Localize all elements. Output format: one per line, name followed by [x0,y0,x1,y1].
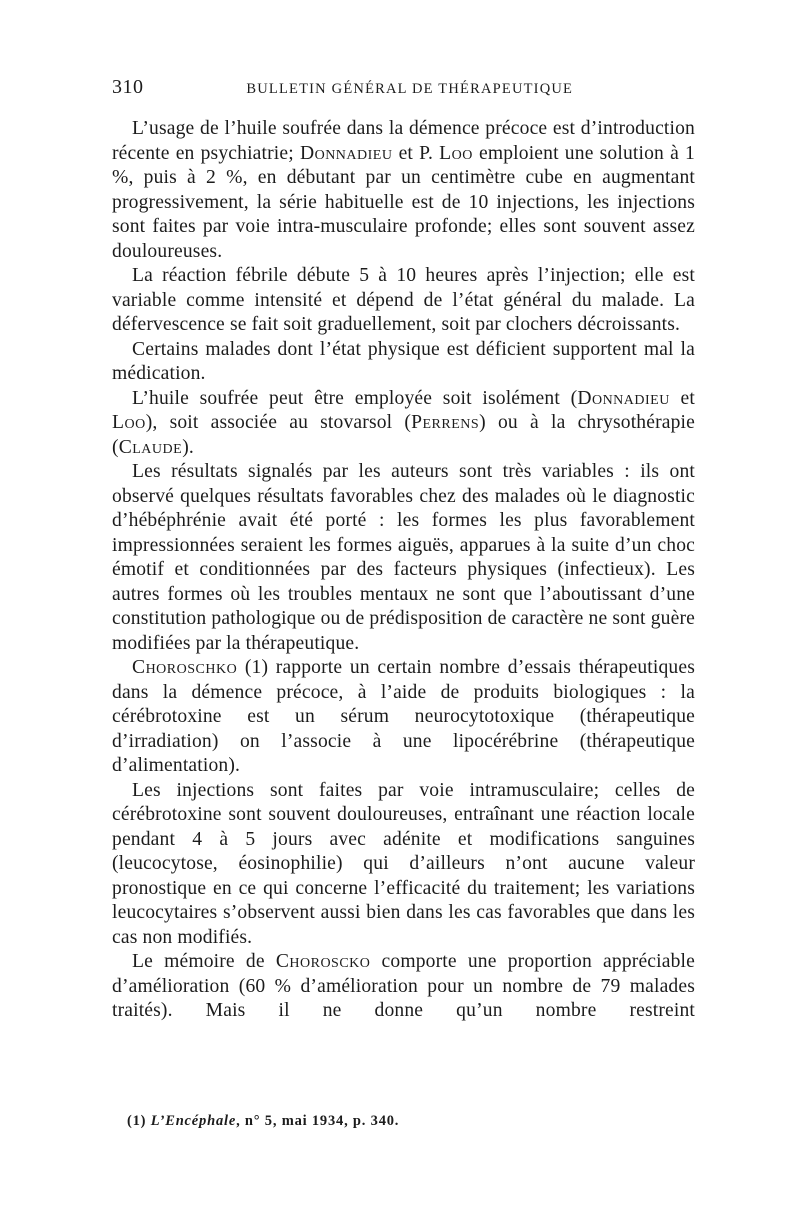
text-run: Le mémoire de [132,951,276,972]
text-run: (1) rapporte un certain nombre d’essais thérapeutiques dans la démence précoce, à l’aide de produits biologiques : la cérébrotoxine est un sérum neurocytotoxique (thérapeutique d’irradiation) on l’associe à une lipocérébrine (thérapeutique d’alimentation). [112,657,695,776]
paragraph-6 [112,656,695,779]
author-name: Chorosсko [275,951,371,972]
footnote-journal: L’Encéphale [150,1113,237,1129]
footnote-reference: , n° 5, mai 1934, p. 340. [236,1113,400,1129]
text-run: comporte une proportion appréciable d’amélioration (60 % d’amélioration pour un nombre de 79 malades traités). Mais il ne donne qu’un nombre restreint [112,951,695,1021]
paragraph-4 [112,387,695,461]
paragraph-8 [112,950,695,1024]
text-run: et [669,387,695,409]
paragraph-3: Certains malades dont l’état physique est déficient supportent mal la médication. [112,338,695,384]
author-name: Loo [439,142,473,164]
paragraph-1 [112,117,695,264]
text-run: ) ou à la chrysothérapie ( [112,412,695,458]
footnote [127,1113,687,1130]
author-name: Loo [112,412,146,433]
text-run: L’usage de l’huile soufrée dans la démence précoce est d’introduction récente en psychiatrie; [112,118,695,164]
author-name: Donnadieu [299,142,393,164]
text-run: emploient une solution à 1 %, puis à 2 %, en débutant par un centimètre cube en augmentant progressivement, la série habituelle est de 10 injections, les injections sont faites par voie intra-musculaire profonde; elles sont souvent assez douloureuses. [112,142,696,262]
text-run: et P. [392,142,440,164]
author-name: Choroschko [132,657,238,678]
page-number: 310 [112,76,144,98]
author-name: Claude [118,436,183,458]
text-run: ). [182,436,194,458]
text-run: L’huile soufrée peut être employée soit isolément ( [132,387,578,409]
body-text [112,117,695,1024]
paragraph-5: Les résultats signalés par les auteurs sont très variables : ils ont observé quelques résultats favorables chez des malades où le diagnostic d’hébéphrénie avait été porté : les formes les plus favorablement impressionnées seraient les formes aiguës, apparues à la suite d’un choc émotif et conditionnées par des facteurs physiques (infectieux). Les autres formes où les troubles mentaux ne sont que l’aboutissant d’une constitution pathologique ou de prédisposition de caractère ne sont guère modifiées par la thérapeutique. [112,461,695,654]
running-title: BULLETIN GÉNÉRAL DE THÉRAPEUTIQUE [246,81,574,97]
page-header [112,76,690,99]
text-run: ), soit associée au stovarsol ( [145,412,412,433]
footnote-marker: (1) [127,1113,151,1129]
paragraph-7: Les injections sont faites par voie intramusculaire; celles de cérébrotoxine sont souvent douloureuses, entraînant une réaction locale pendant 4 à 5 jours avec adénite et modifications sanguines (leucocytose, éosinophilie) qui d’ailleurs n’ont aucune valeur pronostique en ce qui concerne l’efficacité du traitement; les variations leucocytaires s’observent aussi bien dans les cas favorables que dans les cas non modifiés. [112,779,695,948]
author-name: Donnadieu [577,387,670,409]
paragraph-2: La réaction fébrile débute 5 à 10 heures après l’injection; elle est variable comme intensité et dépend de l’état général du malade. La défervescence se fait soit graduellement, soit par clochers décroissants. [112,265,695,335]
author-name: Perrens [411,412,480,433]
